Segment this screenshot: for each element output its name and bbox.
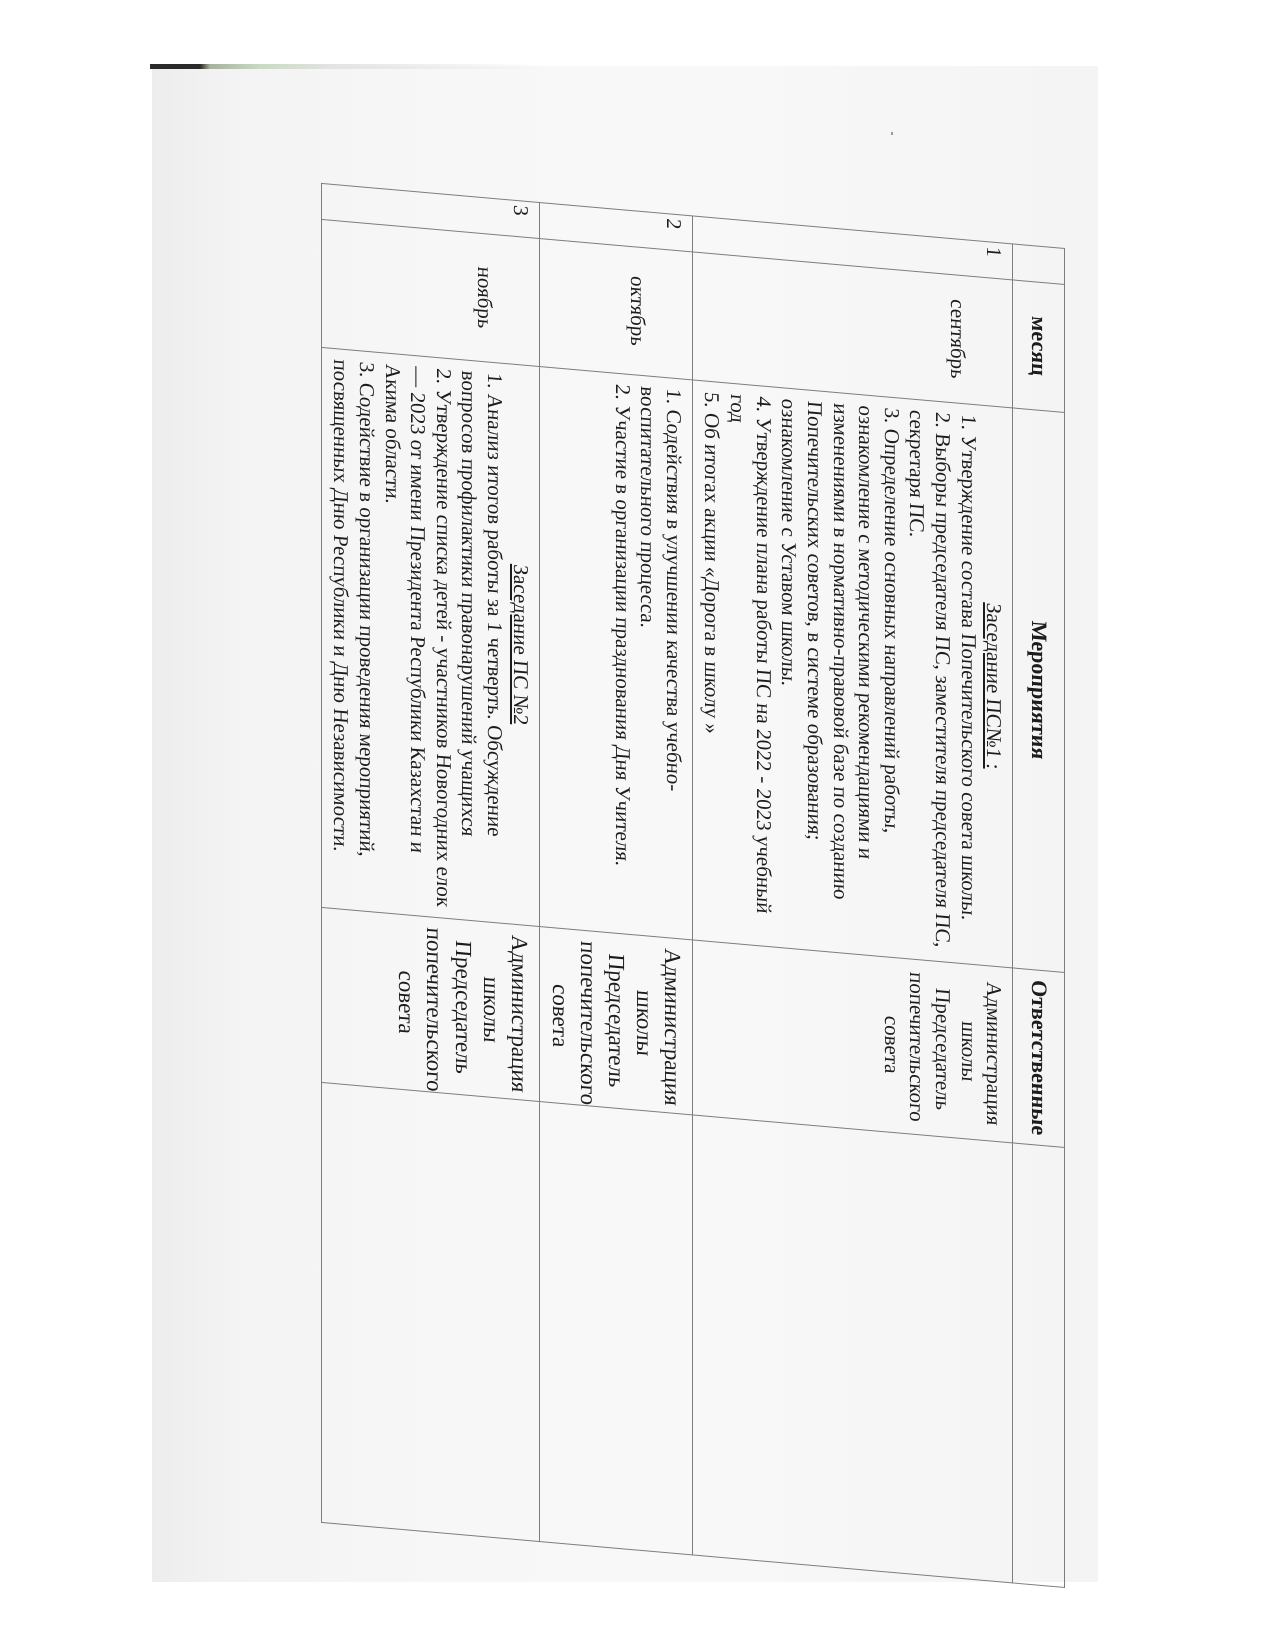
row-extra (539, 1101, 692, 1554)
scan-edge-shadow (150, 64, 545, 69)
event-item: 2. Участие в организации празднования Дня Учителя. (610, 383, 635, 868)
table-row (692, 216, 1012, 1583)
event-item: 5. Об итогах акции «Дорога в школу » (700, 391, 725, 736)
table-row (321, 183, 539, 1541)
event-item: 4. Утверждение плана работы ПС на 2022 - 2023 учебный год (726, 393, 776, 915)
row-events (321, 347, 539, 926)
plan-table-rotated (329, 187, 1065, 1588)
event-item: 1. Содействия в улучшении качества учебно-воспитательного процесса. (636, 385, 686, 793)
event-item: 3. Определение основных направлений работы, ознакомление с методическими рекомендациями и изменениями в нормативно-правовой базе по созданию Попечительских советов, в системе образования; ознакомление с Уставом школы. (777, 397, 904, 901)
event-item: 2. Выборы председателя ПС, заместителя председателя ПС, секретаря ПС. (905, 409, 955, 949)
plan-table (321, 183, 1065, 1588)
session-title: Заседание ПС№1 : (982, 602, 1007, 771)
row-month: ноябрь (321, 219, 539, 366)
responsible-line: Председатель попечительского совета (394, 926, 476, 1093)
header-responsible: Ответственные (1013, 968, 1065, 1148)
scan-speck (891, 132, 893, 135)
header-events: Мероприятия (1013, 408, 1065, 973)
row-responsible (692, 940, 1012, 1143)
event-item: 1. Утверждение состава Попечительского совета школы. (956, 413, 981, 922)
row-responsible (539, 926, 692, 1114)
responsible-line: Председатель попечительского совета (879, 971, 955, 1123)
session-title: Заседание ПС №2 (508, 563, 533, 727)
row-number: 3 (321, 183, 539, 238)
header-number (1013, 244, 1065, 285)
table-row (539, 202, 692, 1554)
event-item: 3. Содействие в организации проведения мероприятий, посвященных Дню Республики и Дню Независимости. (329, 358, 379, 859)
event-item: 2. Утверждение списка детей - участников Новогодних елок — 2023 от имени Президента Республики Казахстан и Акима области. (380, 363, 456, 909)
responsible-line: Администрация школы (956, 980, 1007, 1127)
row-extra (692, 1115, 1012, 1583)
row-month: сентябрь (692, 252, 1012, 408)
table-header-row (1013, 244, 1065, 1588)
responsible-line: Администрация школы (478, 934, 532, 1094)
header-extra (1013, 1143, 1065, 1588)
responsible-line: Администрация школы (631, 947, 685, 1107)
row-responsible (321, 907, 539, 1101)
responsible-line: Председатель попечительского совета (547, 940, 629, 1107)
header-month: месяц (1013, 280, 1065, 413)
row-month: октябрь (539, 238, 692, 379)
row-number: 1 (692, 216, 1012, 280)
row-events (692, 380, 1012, 968)
row-events (539, 366, 692, 939)
event-item: 1. Анализ итогов работы за 1 четверть. Обсуждение вопросов профилактики правонарушений учащихся (457, 369, 508, 838)
row-extra (321, 1082, 539, 1541)
row-number: 2 (539, 202, 692, 251)
